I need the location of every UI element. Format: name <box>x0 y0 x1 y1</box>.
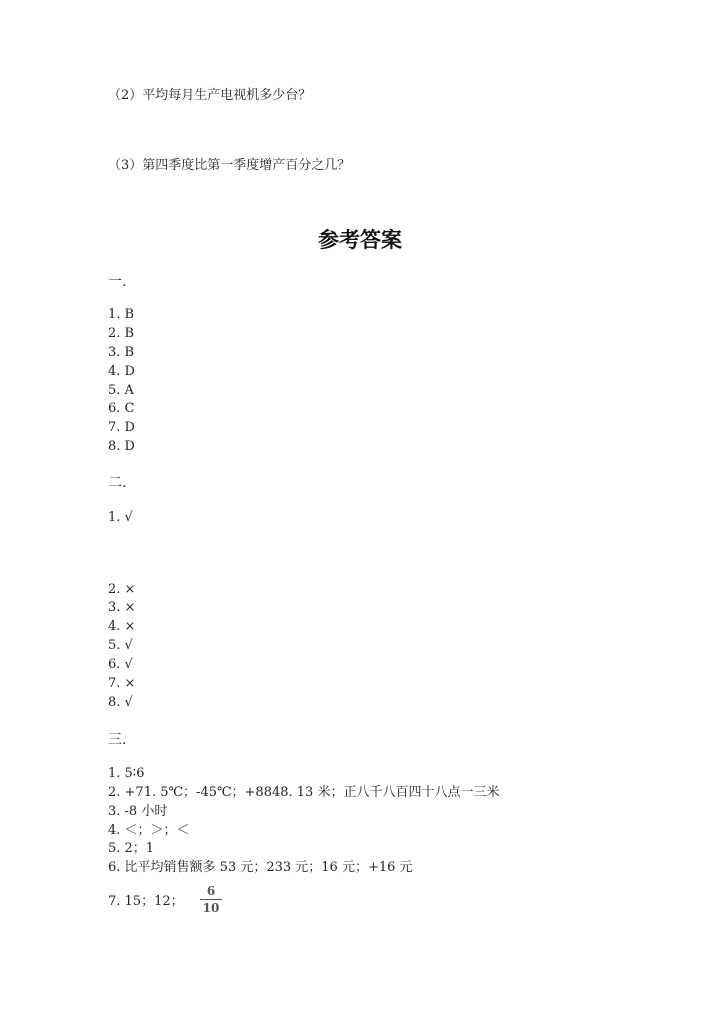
section-3-answer-7: 7. 15；12； <box>108 894 184 909</box>
section-3-answer-1: 1. 5∶6 <box>108 766 145 781</box>
section-3-answer-3: 3. -8 小时 <box>108 804 168 819</box>
fraction-bar <box>200 899 222 900</box>
section-1-answer-2: 2. B <box>108 326 135 341</box>
fraction <box>200 884 222 915</box>
section-3-answer-5: 5. 2；1 <box>108 841 155 856</box>
section-2-answer-6: 6. √ <box>108 657 133 672</box>
fraction-denominator: 10 <box>202 901 220 915</box>
section-2-answer-5: 5. √ <box>108 638 133 653</box>
section-3-answer-6: 6. 比平均销售额多 53 元；233 元；16 元；+16 元 <box>108 860 413 875</box>
section-2-heading: 二. <box>108 475 127 491</box>
section-1-answer-3: 3. B <box>108 345 135 360</box>
section-2-answer-1: 1. √ <box>108 510 133 525</box>
section-1-answer-1: 1. B <box>108 307 135 322</box>
section-1-answer-4: 4. D <box>108 364 135 379</box>
section-1-heading: 一. <box>108 274 127 290</box>
section-3-heading: 三. <box>108 732 127 748</box>
section-2-answer-4: 4. × <box>108 619 136 634</box>
section-1-answer-6: 6. C <box>108 401 135 416</box>
section-2-answer-7: 7. × <box>108 676 136 691</box>
question-2: （2）平均每月生产电视机多少台？ <box>108 88 312 103</box>
section-2-answer-8: 8. √ <box>108 695 133 710</box>
section-1-answer-7: 7. D <box>108 420 135 435</box>
section-2-answer-2: 2. × <box>108 582 136 597</box>
section-2-answer-3: 3. × <box>108 600 136 615</box>
section-3-answer-2: 2. +71. 5℃；-45℃；+8848. 13 米；正八千八百四十八点一三米 <box>108 785 500 800</box>
section-1-answer-5: 5. A <box>108 383 134 398</box>
section-1-answer-8: 8. D <box>108 439 135 454</box>
question-3: （3）第四季度比第一季度增产百分之几？ <box>108 158 351 173</box>
answer-title: 参考答案 <box>318 228 402 252</box>
fraction-numerator: 6 <box>206 884 216 898</box>
section-3-answer-4: 4. ＜；＞；＜ <box>108 823 190 838</box>
